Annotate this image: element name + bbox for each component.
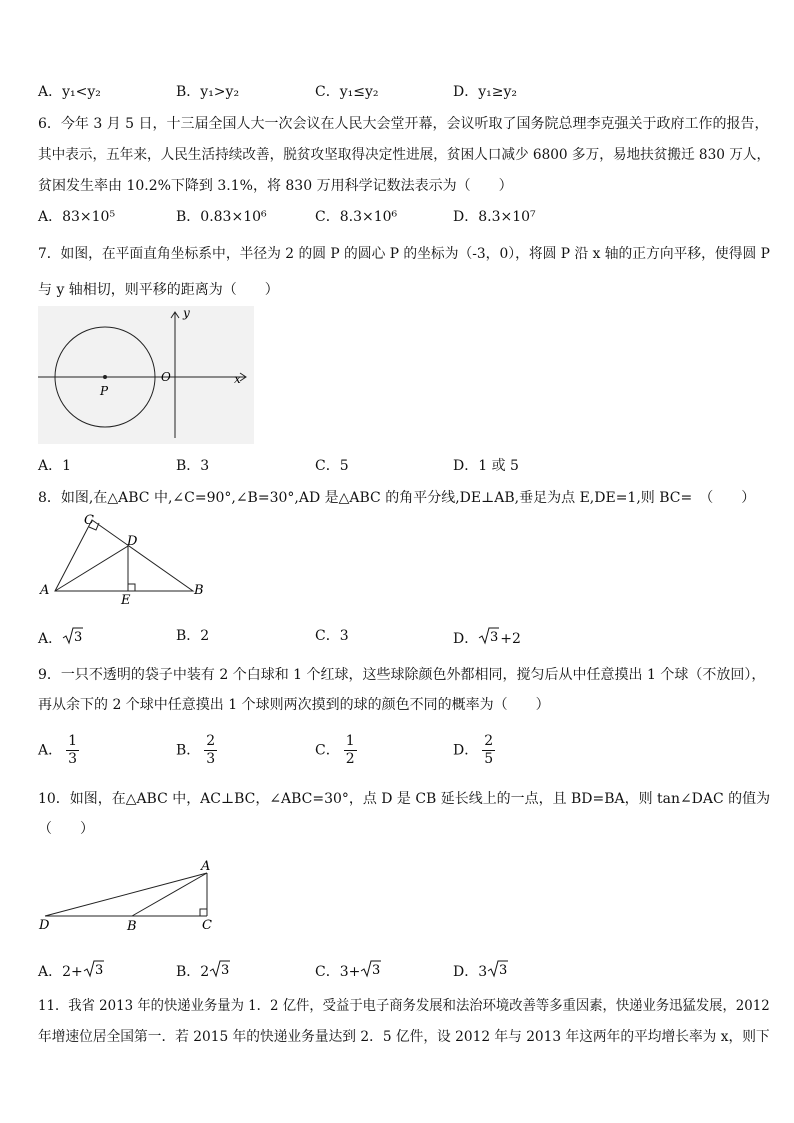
q10-text-line-2: （ ） [38,821,94,837]
q6-text-line-1: 6．今年 3 月 5 日，十三届全国人大一次会议在人民大会堂开幕，会议听取了国务院总理李克强关于政府工作的报告， [38,116,769,132]
q9-option-b [176,733,217,768]
q5-option-a: A．y₁<y₂ [38,84,101,100]
q8-option-d [453,626,521,652]
q11-text-line-2: 年增速位居全国第一．若 2015 年的快递业务量达到 2．5 亿件，设 2012 年与 2013 年这两年的平均增长率为 x，则下 [38,1029,770,1045]
q10-option-d-sqrt-icon [487,959,509,985]
q10-option-d-radicand: 3 [499,963,508,978]
q7-center-point [103,375,107,379]
q7-option-c: C．5 [315,458,349,474]
q6-option-a: A．83×10⁵ [38,209,116,225]
q9-text-line-1: 9．一只不透明的袋子中装有 2 个白球和 1 个红球，这些球除颜色外都相同，搅匀后从中任意摸出 1 个球（不放回）， [38,667,766,683]
q7-option-d: D．1 或 5 [453,458,519,474]
q9-option-a-fraction [66,733,79,768]
q8-right-angle-e [128,584,135,591]
q9-option-b-num: 2 [206,733,216,749]
q5-option-c: C．y₁≤y₂ [315,84,379,100]
q5-option-d: D．y₁≥y₂ [453,84,517,100]
q9-option-a-num: 1 [68,733,78,749]
q10-option-c-radicand: 3 [372,963,381,978]
q8-option-a-radicand: 3 [74,630,83,645]
q10-option-c-letter: C． [315,964,340,980]
q10-option-a-sqrt-icon [83,959,105,985]
q9-option-c-letter: C． [315,742,340,759]
q9-option-c-fraction [344,733,357,768]
q10-figure [34,858,224,936]
q9-option-c-den: 2 [345,751,355,767]
q9-option-d-letter: D． [453,742,479,759]
q8-option-d-sqrt-icon [478,626,500,652]
q9-option-b-fraction [204,733,217,768]
q7-figure-background [38,306,254,444]
q10-option-a [38,959,105,985]
q8-option-c: C．3 [315,628,349,644]
q10-option-b-sqrt-icon [209,959,231,985]
q8-option-d-suffix: +2 [500,631,521,647]
q10-option-d-letter: D． [453,964,479,980]
q10-option-b-prefix: 2 [200,964,210,980]
q8-option-d-letter: D． [453,631,479,647]
q6-option-d: D．8.3×10⁷ [453,209,536,225]
q9-option-b-letter: B． [176,742,201,759]
q10-option-c-sqrt-icon [360,959,382,985]
q9-option-a [38,733,79,768]
q5-option-b: B．y₁>y₂ [176,84,240,100]
q10-right-angle-c [200,909,207,916]
q7-label-p: P [100,383,109,398]
q7-label-o: O [161,369,171,384]
q7-option-a: A．1 [38,458,72,474]
q6-text-line-2: 其中表示，五年来，人民生活持续改善，脱贫攻坚取得决定性进展，贫困人口减少 6800 多万，易地扶贫搬迁 830 万人， [38,147,771,163]
q10-option-a-radicand: 3 [94,963,104,978]
q10-option-c [315,959,382,985]
q10-option-b-radicand: 3 [221,963,230,978]
q7-label-x: x [234,371,241,386]
q8-text-line-1: 8．如图,在△ABC 中,∠C=90°,∠B=30°,AD 是△ABC 的角平分线,DE⊥AB,垂足为点 E,DE=1,则 BC= （ ） [38,490,756,506]
q10-segment-ba [132,873,207,916]
q11-text-line-1: 11．我省 2013 年的快递业务量为 1．2 亿件，受益于电子商务发展和法治环境改善等多重因素，快递业务迅猛发展，2012 [38,998,770,1014]
q9-option-b-den: 3 [206,751,216,767]
q9-option-d-num: 2 [484,733,494,749]
q8-option-a-letter: A． [38,631,63,647]
q10-segment-da [45,873,207,916]
q9-option-d [453,733,495,768]
q8-triangle-abc [55,520,193,591]
q10-option-d [453,959,509,985]
q9-option-d-fraction [482,733,495,768]
q10-option-a-prefix: 2+ [62,964,83,980]
q7-text-line-2: 与 y 轴相切，则平移的距离为（ ） [38,282,279,298]
q6-option-c: C．8.3×10⁶ [315,209,398,225]
q10-label-a: A [201,858,211,874]
q6-option-b: B．0.83×10⁶ [176,209,267,225]
q8-figure [38,512,214,612]
q10-option-b-letter: B． [176,964,201,980]
q9-option-a-letter: A． [38,742,63,759]
q9-text-line-2: 再从余下的 2 个球中任意摸出 1 个球则两次摸到的球的颜色不同的概率为（ ） [38,697,550,713]
q7-label-y: y [183,306,190,320]
q10-option-d-prefix: 3 [478,964,488,980]
q8-label-a: A [40,582,50,598]
q8-label-e: E [121,592,131,608]
q8-option-a-sqrt-icon [62,626,84,652]
q8-label-b: B [194,582,204,598]
q8-label-c: C [84,512,94,528]
q10-label-b: B [127,918,137,934]
q8-segment-ad [55,546,128,591]
q10-option-a-letter: A． [38,964,63,980]
q10-text-line-1: 10．如图，在△ABC 中，AC⊥BC，∠ABC=30°，点 D 是 CB 延长线上的一点，且 BD=BA，则 tan∠DAC 的值为 [38,791,771,807]
q9-option-a-den: 3 [68,751,78,767]
q10-option-b [176,959,231,985]
q8-option-b: B．2 [176,628,210,644]
q9-option-d-den: 5 [484,751,494,767]
q10-label-c: C [202,917,212,933]
q8-option-d-radicand: 3 [490,630,499,645]
q6-text-line-3: 贫困发生率由 10.2%下降到 3.1%，将 830 万用科学记数法表示为（ ） [38,178,513,194]
q7-figure [38,306,254,444]
q10-label-d: D [39,917,50,933]
q7-text-line-1: 7．如图，在平面直角坐标系中，半径为 2 的圆 P 的圆心 P 的坐标为（-3，0），将圆 P 沿 x 轴的正方向平移，使得圆 P [38,246,770,262]
q9-option-c-num: 1 [345,733,355,749]
q8-option-a [38,626,84,652]
q8-label-d: D [127,533,138,549]
q7-option-b: B．3 [176,458,210,474]
q10-option-c-prefix: 3+ [339,964,361,980]
q9-option-c [315,733,357,768]
